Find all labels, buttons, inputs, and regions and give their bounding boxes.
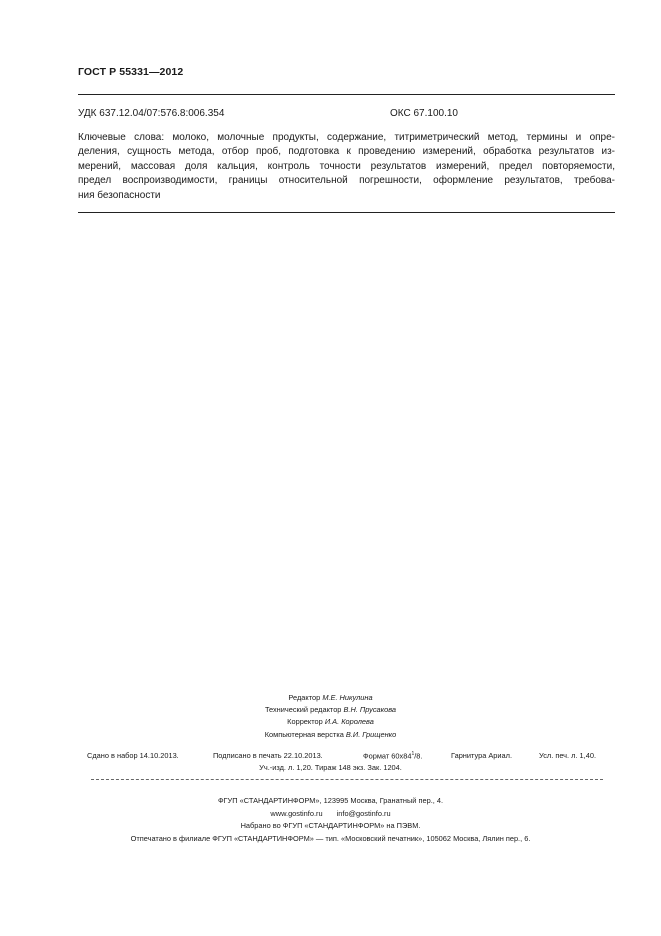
printer-contacts: [0, 808, 661, 821]
udk-code: УДК 637.12.04/07:576.8:006.354: [78, 108, 225, 119]
pub-print-sheets: Усл. печ. л. 1,40.: [539, 751, 596, 760]
credit-corrector: [0, 716, 661, 728]
printer-website: www.gostinfo.ru: [270, 808, 323, 818]
keywords-line: Ключевые слова: молоко, молочные продукты, содержание, титриметрический метод, термины и опре-: [78, 132, 615, 143]
credit-label: Технический редактор: [264, 705, 342, 715]
keywords-paragraph: [78, 131, 615, 203]
pub-submitted: Сдано в набор 14.10.2013.: [87, 751, 179, 760]
pub-format-sup: 1: [411, 751, 415, 757]
pub-format-suffix: /8.: [414, 751, 423, 761]
keywords-line: мерений, массовая доля кальция, контроль точности результатов измерений, предел повторяемости,: [78, 160, 615, 172]
credit-person: И.А. Королева: [324, 717, 374, 727]
pub-format: [363, 751, 422, 760]
credits-block: [0, 692, 661, 741]
credit-person: М.Е. Никулина: [322, 693, 373, 702]
credit-label: Редактор: [288, 693, 321, 702]
printer-block: [0, 795, 661, 845]
credit-person: В.Н. Прусакова: [343, 705, 397, 715]
credit-label: Компьютерная верстка: [264, 729, 344, 739]
keywords-line: предел воспроизводимости, границы относительной погрешности, оформление результатов, требова-: [78, 175, 615, 187]
document-header: ГОСТ Р 55331—2012: [78, 66, 184, 78]
printer-typeset: Набрано во ФГУП «СТАНДАРТИНФОРМ» на ПЭВМ.: [240, 821, 421, 831]
keywords-rule: [78, 212, 615, 213]
top-rule: [78, 94, 615, 95]
pub-details-line: Уч.-изд. л. 1,20. Тираж 148 экз. Зак. 1204.: [259, 763, 402, 772]
credit-label: Корректор: [287, 717, 323, 727]
oks-code: ОКС 67.100.10: [390, 108, 458, 119]
dashed-divider: [91, 779, 603, 780]
pub-signed: Подписано в печать 22.10.2013.: [213, 751, 323, 760]
credit-editor: [0, 692, 661, 704]
keywords-line: деления, сущность метода, отбор проб, подготовка к проведению измерений, обработка результатов из-: [78, 146, 615, 158]
pub-format-prefix: Формат 60x84: [363, 751, 412, 761]
credit-tech-editor: [0, 704, 661, 716]
credit-layout: [0, 729, 661, 741]
printer-printed: Отпечатано в филиале ФГУП «СТАНДАРТИНФОРМ» — тип. «Московский печатник», 105062 Москва, Лялин пер., 6.: [130, 833, 531, 843]
printer-address: ФГУП «СТАНДАРТИНФОРМ», 123995 Москва, Гранатный пер., 4.: [217, 796, 444, 805]
credit-person: В.И. Грищенко: [345, 729, 397, 739]
pub-typeface: Гарнитура Ариал.: [451, 751, 513, 760]
printer-email: info@gostinfo.ru: [336, 808, 391, 818]
keywords-line: ния безопасности: [78, 189, 161, 201]
